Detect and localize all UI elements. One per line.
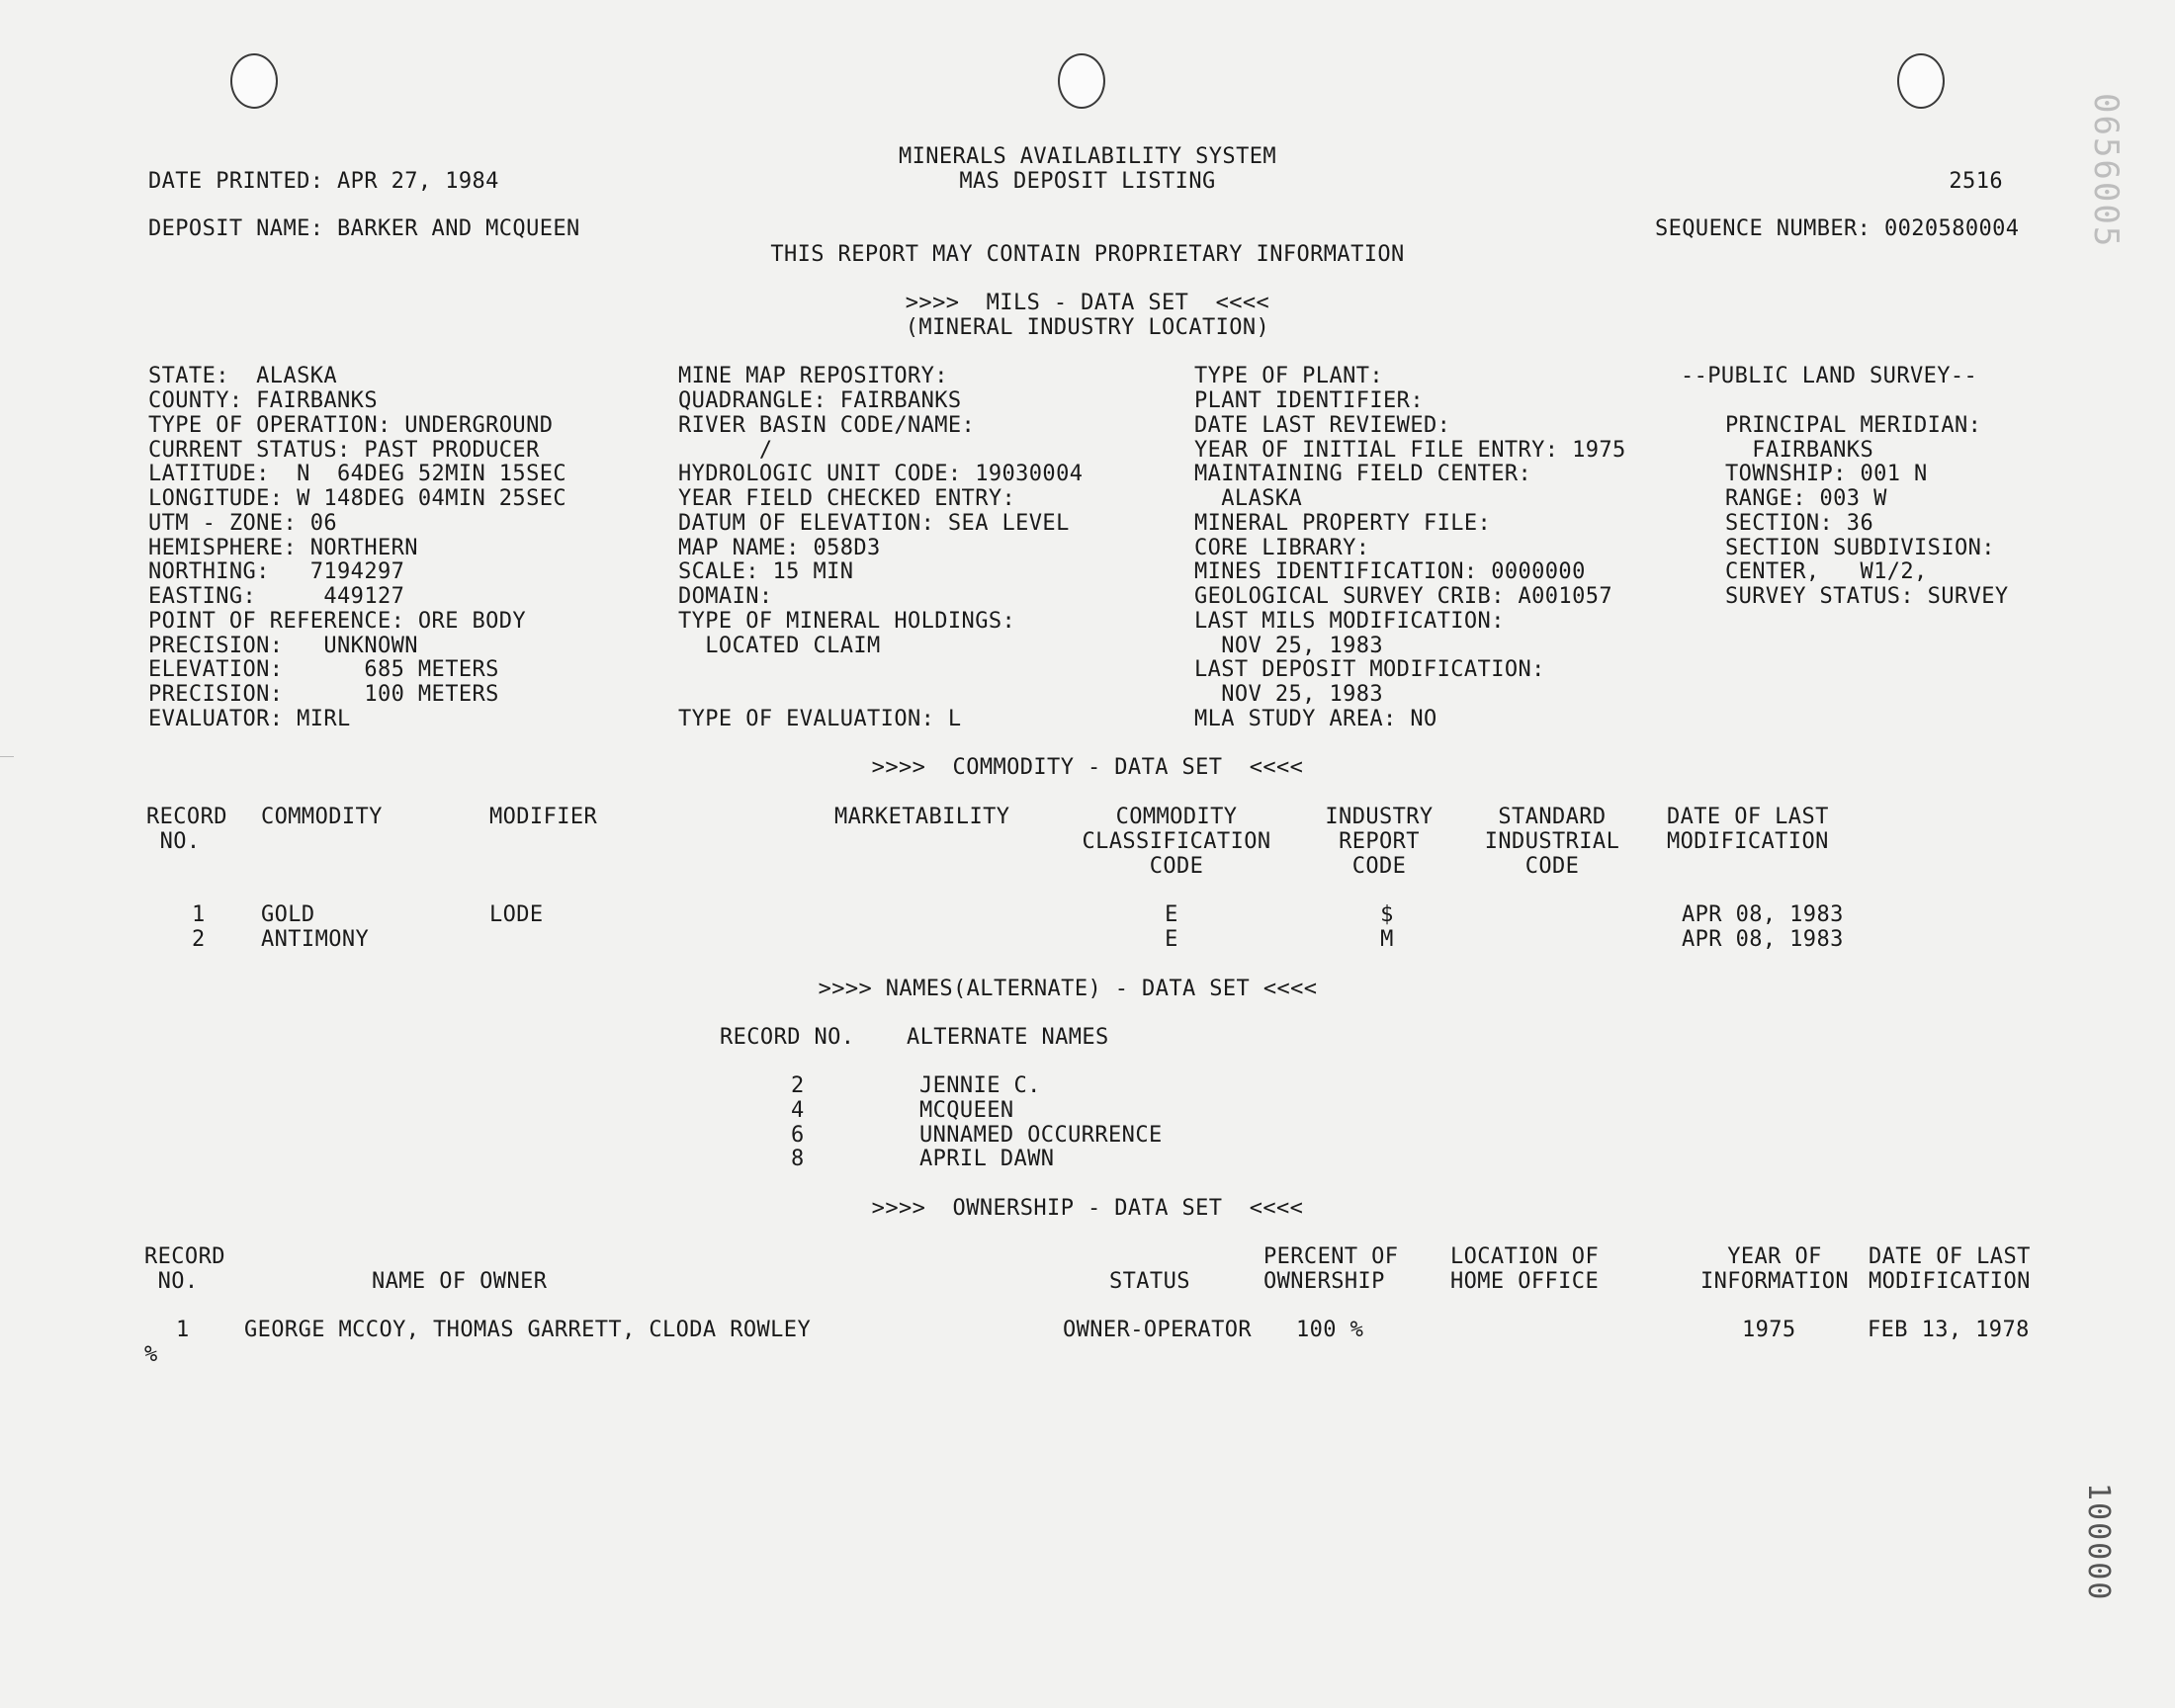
commodity-heading: >>>> COMMODITY - DATA SET <<<< — [871, 755, 1304, 780]
ownership-header-last-mod: DATE OF LAST MODIFICATION — [1869, 1244, 2031, 1294]
commodity-header-classification: COMMODITY CLASSIFICATION CODE — [1082, 805, 1271, 879]
trailing-percent-mark: % — [144, 1342, 158, 1367]
mils-field: LATITUDE: N 64DEG 52MIN 15SEC — [148, 462, 566, 486]
commodity-header-record: RECORD NO. — [146, 805, 227, 854]
mils-field: ALASKA — [1194, 486, 1303, 511]
commodity-industry-code: M — [1380, 927, 1394, 952]
mils-field: EVALUATOR: MIRL — [148, 707, 351, 731]
page-edge-mark — [0, 756, 14, 757]
names-header-record: RECORD NO. — [720, 1025, 855, 1050]
mils-field: MLA STUDY AREA: NO — [1194, 707, 1437, 731]
mils-field: PRINCIPAL MERIDIAN: — [1725, 413, 1982, 438]
deposit-name: DEPOSIT NAME: BARKER AND MCQUEEN — [148, 216, 580, 241]
mils-field: COUNTY: FAIRBANKS — [148, 388, 378, 413]
alternate-name: APRIL DAWN — [919, 1147, 1055, 1171]
mils-field: DOMAIN: — [678, 584, 773, 609]
alternate-name: MCQUEEN — [919, 1098, 1014, 1123]
mils-field: MINERAL PROPERTY FILE: — [1194, 511, 1492, 536]
ownership-header-location: LOCATION OF HOME OFFICE — [1450, 1244, 1600, 1294]
proprietary-notice: THIS REPORT MAY CONTAIN PROPRIETARY INFORMATION — [770, 242, 1405, 267]
ownership-header-percent: PERCENT OF OWNERSHIP — [1263, 1244, 1399, 1294]
name-record-no: 4 — [791, 1098, 805, 1123]
mils-field: EASTING: 449127 — [148, 584, 405, 609]
name-record-no: 8 — [791, 1147, 805, 1171]
mils-field: FAIRBANKS — [1725, 438, 1874, 463]
mils-field: --PUBLIC LAND SURVEY-- — [1681, 364, 1978, 388]
mils-field: LAST DEPOSIT MODIFICATION: — [1194, 657, 1545, 682]
mils-field: PRECISION: UNKNOWN — [148, 634, 418, 658]
commodity-record-no: 1 — [192, 902, 206, 927]
ownership-percent: 100 % — [1296, 1318, 1364, 1342]
alternate-name: JENNIE C. — [919, 1073, 1041, 1098]
mils-field: SECTION: 36 — [1725, 511, 1874, 536]
mils-field: ELEVATION: 685 METERS — [148, 657, 499, 682]
date-printed: DATE PRINTED: APR 27, 1984 — [148, 169, 499, 194]
mils-field: YEAR OF INITIAL FILE ENTRY: 1975 — [1194, 438, 1626, 463]
commodity-last-mod: APR 08, 1983 — [1682, 902, 1844, 927]
mils-field: TYPE OF OPERATION: UNDERGROUND — [148, 413, 554, 438]
mils-field: UTM - ZONE: 06 — [148, 511, 338, 536]
mils-field: TOWNSHIP: 001 N — [1725, 462, 1928, 486]
ownership-header-status: STATUS — [1109, 1269, 1190, 1294]
commodity-industry-code: $ — [1380, 902, 1394, 927]
mils-field: TYPE OF PLANT: — [1194, 364, 1384, 388]
names-heading: >>>> NAMES(ALTERNATE) - DATA SET <<<< — [818, 977, 1318, 1001]
mils-field: CORE LIBRARY: — [1194, 536, 1370, 560]
mils-field: / — [678, 438, 773, 463]
mils-field: MAP NAME: 058D3 — [678, 536, 881, 560]
commodity-header-commodity: COMMODITY — [261, 805, 383, 829]
commodity-name: ANTIMONY — [261, 927, 370, 952]
mils-field: NOV 25, 1983 — [1194, 634, 1384, 658]
commodity-modifier: LODE — [489, 902, 544, 927]
punch-hole-center — [1058, 53, 1105, 109]
mils-field: MINE MAP REPOSITORY: — [678, 364, 948, 388]
sequence-number: SEQUENCE NUMBER: 0020580004 — [1655, 216, 2020, 241]
names-header-names: ALTERNATE NAMES — [907, 1025, 1109, 1050]
commodity-name: GOLD — [261, 902, 315, 927]
owner-name: GEORGE MCCOY, THOMAS GARRETT, CLODA ROWLEY — [244, 1318, 812, 1342]
mils-field: QUADRANGLE: FAIRBANKS — [678, 388, 962, 413]
mils-field: HYDROLOGIC UNIT CODE: 19030004 — [678, 462, 1084, 486]
ownership-heading: >>>> OWNERSHIP - DATA SET <<<< — [871, 1196, 1304, 1221]
mils-field: DATUM OF ELEVATION: SEA LEVEL — [678, 511, 1070, 536]
mils-field: STATE: ALASKA — [148, 364, 338, 388]
mils-field: POINT OF REFERENCE: ORE BODY — [148, 609, 527, 634]
ownership-header-name: NAME OF OWNER — [372, 1269, 548, 1294]
mils-field: YEAR FIELD CHECKED ENTRY: — [678, 486, 1016, 511]
mils-field: LONGITUDE: W 148DEG 04MIN 25SEC — [148, 486, 566, 511]
commodity-header-modifier: MODIFIER — [489, 805, 598, 829]
ownership-header-year: YEAR OF INFORMATION — [1699, 1244, 1850, 1294]
mils-field: HEMISPHERE: NORTHERN — [148, 536, 418, 560]
mils-field: RIVER BASIN CODE/NAME: — [678, 413, 976, 438]
commodity-record-no: 2 — [192, 927, 206, 952]
mils-field: NORTHING: 7194297 — [148, 559, 405, 584]
mils-field: CENTER, W1/2, — [1725, 559, 1928, 584]
mils-heading: >>>> MILS - DATA SET <<<< — [905, 291, 1270, 315]
ownership-last-mod: FEB 13, 1978 — [1868, 1318, 2030, 1342]
mils-field: TYPE OF EVALUATION: L — [678, 707, 962, 731]
mils-field: LAST MILS MODIFICATION: — [1194, 609, 1505, 634]
system-title: MINERALS AVAILABILITY SYSTEM — [898, 144, 1277, 169]
punch-hole-left — [230, 53, 278, 109]
alternate-name: UNNAMED OCCURRENCE — [919, 1123, 1163, 1148]
commodity-last-mod: APR 08, 1983 — [1682, 927, 1844, 952]
mils-field: CURRENT STATUS: PAST PRODUCER — [148, 438, 540, 463]
commodity-header-last-mod: DATE OF LAST MODIFICATION — [1667, 805, 1829, 854]
mils-field: MAINTAINING FIELD CENTER: — [1194, 462, 1532, 486]
ownership-year: 1975 — [1742, 1318, 1796, 1342]
mils-field: GEOLOGICAL SURVEY CRIB: A001057 — [1194, 584, 1612, 609]
ownership-status: OWNER-OPERATOR — [1063, 1318, 1253, 1342]
mils-field: PLANT IDENTIFIER: — [1194, 388, 1424, 413]
commodity-header-marketability: MARKETABILITY — [834, 805, 1010, 829]
name-record-no: 6 — [791, 1123, 805, 1148]
ownership-record-no: 1 — [176, 1318, 190, 1342]
listing-title: MAS DEPOSIT LISTING — [959, 169, 1216, 194]
mils-field: LOCATED CLAIM — [678, 634, 881, 658]
commodity-header-industry: INDUSTRY REPORT CODE — [1325, 805, 1434, 879]
commodity-class-code: E — [1165, 927, 1178, 952]
commodity-header-sic: STANDARD INDUSTRIAL CODE — [1484, 805, 1620, 879]
mils-field: PRECISION: 100 METERS — [148, 682, 499, 707]
name-record-no: 2 — [791, 1073, 805, 1098]
mils-field: SECTION SUBDIVISION: — [1725, 536, 1995, 560]
mils-field: SCALE: 15 MIN — [678, 559, 854, 584]
page-number: 2516 — [1949, 169, 2003, 194]
mils-field: RANGE: 003 W — [1725, 486, 1887, 511]
mils-subheading: (MINERAL INDUSTRY LOCATION) — [905, 315, 1270, 340]
mils-field: NOV 25, 1983 — [1194, 682, 1384, 707]
ownership-header-record: RECORD NO. — [144, 1244, 225, 1294]
mils-field: SURVEY STATUS: SURVEY — [1725, 584, 2009, 609]
faint-margin-stamp: 0656005 — [2086, 93, 2126, 249]
film-number-stamp: 100000 — [2081, 1483, 2116, 1602]
punch-hole-right — [1897, 53, 1945, 109]
mils-field: DATE LAST REVIEWED: — [1194, 413, 1451, 438]
commodity-class-code: E — [1165, 902, 1178, 927]
mils-field: MINES IDENTIFICATION: 0000000 — [1194, 559, 1586, 584]
mils-field: TYPE OF MINERAL HOLDINGS: — [678, 609, 1016, 634]
